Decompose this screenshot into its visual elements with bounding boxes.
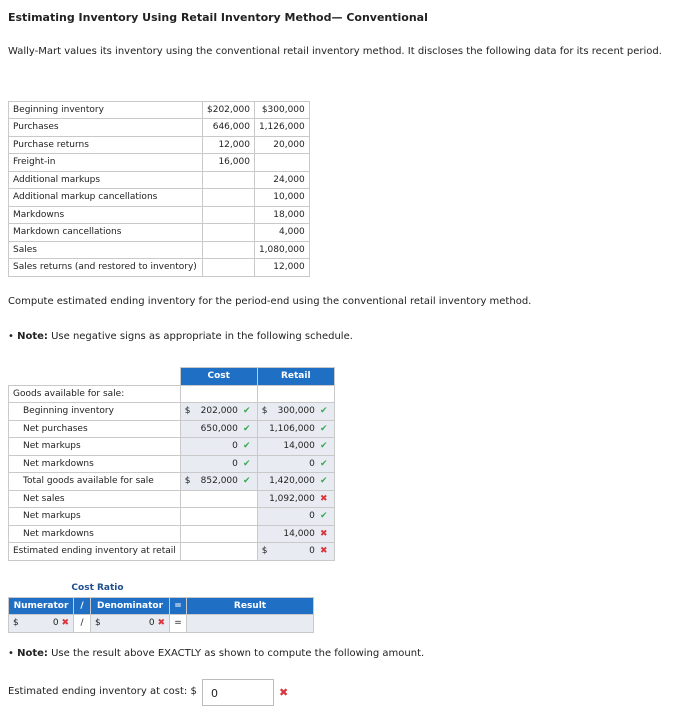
row-label: Net markdowns: [9, 455, 181, 473]
cost-value: [203, 224, 255, 242]
cost-input[interactable]: [180, 438, 257, 456]
row-label: Additional markups: [9, 171, 203, 189]
retail-value: 0: [309, 458, 315, 469]
check-icon: ✔: [319, 406, 328, 417]
result-cell: [187, 615, 314, 633]
retail-input[interactable]: [257, 438, 334, 456]
slash-label: /: [74, 597, 91, 615]
note-2: • Note: Use the result above EXACTLY as shown to compute the following amount.: [8, 648, 425, 659]
row-label: Beginning inventory: [9, 403, 181, 421]
denominator-value: 0: [148, 618, 155, 629]
retail-value: 4,000: [254, 224, 309, 242]
check-icon: ✔: [242, 476, 251, 487]
x-icon: ✖: [279, 686, 289, 699]
currency: $: [261, 406, 268, 417]
retail-input[interactable]: [257, 403, 334, 421]
row-label: Purchase returns: [9, 136, 203, 154]
given-data-table: [8, 84, 310, 277]
cost-ratio-table: [8, 580, 314, 633]
retail-value: 1,106,000: [269, 423, 315, 434]
cost-value: 650,000: [200, 423, 238, 434]
currency: $: [184, 476, 191, 487]
retail-value: 12,000: [254, 259, 309, 277]
currency: $: [261, 546, 268, 557]
table-row: [9, 101, 310, 119]
denominator-currency: $: [95, 618, 101, 629]
row-label: Net sales: [9, 490, 181, 508]
table-row: [9, 171, 310, 189]
row-label: Net purchases: [9, 420, 181, 438]
table-row: [9, 455, 335, 473]
retail-value: 0: [309, 546, 315, 557]
retail-input[interactable]: [257, 473, 334, 491]
table-row: [9, 420, 335, 438]
schedule-table: [8, 367, 335, 561]
col-header-cost: At Cost: [203, 84, 255, 101]
cost-input[interactable]: [180, 455, 257, 473]
retail-value: 1,080,000: [254, 241, 309, 259]
check-icon: ✔: [242, 423, 251, 434]
schedule-header-cost: Cost: [180, 368, 257, 386]
row-label: Purchases: [9, 119, 203, 137]
retail-value: [254, 154, 309, 172]
table-row: [9, 154, 310, 172]
table-row: [9, 473, 335, 491]
retail-input[interactable]: [257, 525, 334, 543]
table-row: [9, 490, 335, 508]
instruction-text: Compute estimated ending inventory for the period-end using the conventional retail inventory method.: [8, 296, 532, 307]
cost-value: [203, 189, 255, 207]
table-row: [9, 206, 310, 224]
row-label: Estimated ending inventory at retail: [9, 543, 181, 561]
equals-cell: =: [170, 615, 187, 633]
table-row: [9, 119, 310, 137]
table-row: [9, 525, 335, 543]
table-row: [9, 403, 335, 421]
retail-value: $300,000: [254, 101, 309, 119]
row-label: Net markups: [9, 508, 181, 526]
retail-value: 300,000: [277, 406, 315, 417]
cost-value: 852,000: [200, 476, 238, 487]
note-2-text: Use the result above EXACTLY as shown to compute the following amount.: [51, 648, 425, 659]
retail-value: 20,000: [254, 136, 309, 154]
note-1-text: Use negative signs as appropriate in the following schedule.: [51, 331, 353, 342]
slash-cell: /: [74, 615, 91, 633]
row-label: Total goods available for sale: [9, 473, 181, 491]
retail-value: 1,126,000: [254, 119, 309, 137]
x-icon: ✖: [157, 618, 165, 629]
x-icon: ✖: [61, 618, 69, 629]
check-icon: ✔: [319, 458, 328, 469]
retail-value: 10,000: [254, 189, 309, 207]
check-icon: ✔: [319, 476, 328, 487]
cost-value: [203, 241, 255, 259]
retail-value: 1,420,000: [269, 476, 315, 487]
table-row: [9, 136, 310, 154]
retail-value: 24,000: [254, 171, 309, 189]
final-label: Estimated ending inventory at cost: $: [8, 686, 197, 697]
row-label: Additional markup cancellations: [9, 189, 203, 207]
check-icon: ✔: [242, 441, 251, 452]
cost-value: 202,000: [200, 406, 238, 417]
row-label: Net markdowns: [9, 525, 181, 543]
numerator-value: 0: [52, 618, 59, 629]
schedule-header-retail: Retail: [257, 368, 334, 386]
row-label: Sales: [9, 241, 203, 259]
table-row: [9, 508, 335, 526]
cost-value: $202,000: [203, 101, 255, 119]
empty-cell: [180, 543, 257, 561]
result-label: Result: [187, 597, 314, 615]
intro-text: Wally-Mart values its inventory using the conventional retail inventory method. It discloses the following data for its recent period.: [8, 46, 662, 57]
table-row: [9, 543, 335, 561]
section-label: Goods available for sale:: [9, 385, 181, 403]
x-icon: ✖: [319, 546, 328, 557]
page-title: Estimating Inventory Using Retail Inventory Method— Conventional: [8, 11, 428, 24]
note-2-label: Note:: [17, 648, 48, 659]
cost-value: 16,000: [203, 154, 255, 172]
check-icon: ✔: [242, 406, 251, 417]
table-row: [9, 224, 310, 242]
col-header-retail: At Retail: [254, 84, 309, 101]
denominator-input[interactable]: [91, 615, 170, 633]
final-cost-input[interactable]: 0: [202, 679, 274, 706]
numerator-currency: $: [13, 618, 19, 629]
row-label: Beginning inventory: [9, 101, 203, 119]
retail-input[interactable]: [257, 543, 334, 561]
cost-input[interactable]: [180, 403, 257, 421]
row-label: Net markups: [9, 438, 181, 456]
retail-value: 1,092,000: [269, 493, 315, 504]
retail-value: 18,000: [254, 206, 309, 224]
cost-value: [203, 171, 255, 189]
cost-value: [203, 206, 255, 224]
note-1: • Note: Use negative signs as appropriate in the following schedule.: [8, 331, 353, 342]
table-row: [9, 189, 310, 207]
retail-input[interactable]: [257, 455, 334, 473]
row-label: Markdown cancellations: [9, 224, 203, 242]
retail-value: 14,000: [283, 441, 315, 452]
note-1-label: Note:: [17, 331, 48, 342]
cost-value: [203, 259, 255, 277]
retail-input[interactable]: [257, 508, 334, 526]
cost-value: 12,000: [203, 136, 255, 154]
retail-input[interactable]: [257, 490, 334, 508]
numerator-label: Numerator: [9, 597, 74, 615]
cost-value: 0: [232, 441, 238, 452]
row-label: Sales returns (and restored to inventory): [9, 259, 203, 277]
cost-input[interactable]: [180, 420, 257, 438]
denominator-label: Denominator: [91, 597, 170, 615]
numerator-input[interactable]: [9, 615, 74, 633]
table-row: [9, 259, 310, 277]
check-icon: ✔: [319, 423, 328, 434]
empty-cell: [180, 490, 257, 508]
check-icon: ✔: [319, 511, 328, 522]
empty-cell: [180, 508, 257, 526]
table-row: [9, 438, 335, 456]
equals-label: =: [170, 597, 187, 615]
check-icon: ✔: [319, 441, 328, 452]
retail-value: 0: [309, 511, 315, 522]
retail-value: 14,000: [283, 528, 315, 539]
cost-value: 646,000: [203, 119, 255, 137]
row-label: Freight-in: [9, 154, 203, 172]
x-icon: ✖: [319, 493, 328, 504]
row-label: Markdowns: [9, 206, 203, 224]
cost-value: 0: [232, 458, 238, 469]
table-row: [9, 241, 310, 259]
cost-input[interactable]: [180, 473, 257, 491]
retail-input[interactable]: [257, 420, 334, 438]
check-icon: ✔: [242, 458, 251, 469]
x-icon: ✖: [319, 528, 328, 539]
empty-cell: [180, 525, 257, 543]
currency: $: [184, 406, 191, 417]
ratio-title: Cost Ratio: [71, 583, 124, 594]
